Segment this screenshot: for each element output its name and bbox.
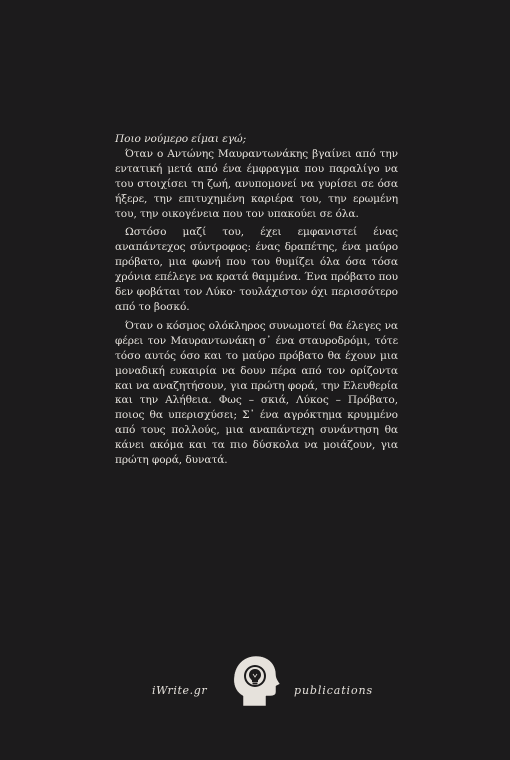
publisher-website: iWrite.gr [152, 684, 208, 697]
blurb-paragraph-1: Όταν ο Αντώνης Μαυραντωνάκης βγαίνει από την εντατική μετά από ένα έμφραγμα που παραλίγο να του στοιχίσει τη ζωή, ανυπομονεί να γυρίσει σε όσα ήξερε, την επιτυχημένη καριέρα του, την ερωμένη του, την οικογένεια που τον υπακούει σε όλα. [115, 147, 398, 220]
blurb-paragraph-3: Όταν ο κόσμος ολόκληρος συνωμοτεί θα έλεγες να φέρει τον Μαυραντωνάκη σ᾽ ένα σταυροδρόμι, τότε τόσο αυτός όσο και το μαύρο πρόβατο θα έχουν μια μοναδική ευκαιρία να δουν πέρα από τον ορίζοντα και να αναζητήσουν, για πρώτη φορά, την Ελευθερία και την Αλήθεια. Φως – σκιά, Λύκος – Πρόβατο, ποιος θα υπερισχύσει; Σ᾽ ένα αγρόκτημα κρυμμένο από τους πολλούς, μια αναπάντεχη συνάντηση θα κάνει ακόμα και τα πιο δύσκολα να μοιάζουν, για πρώτη φορά, δυνατά. [115, 319, 398, 467]
blurb-paragraph-2: Ωστόσο μαζί του, έχει εμφανιστεί ένας αναπάντεχος σύντροφος: ένας δραπέτης, ένα μαύρο πρόβατο, μια φωνή που του θυμίζει όλα όσα τόσα χρόνια επέλεγε να κρατά θαμμένα. Ένα πρόβατο που δεν φοβάται τον Λύκο· τουλάχιστον όχι περισσότερο από το βοσκό. [115, 226, 398, 313]
blurb-title: Ποιο νούμερο είμαι εγώ; [115, 133, 247, 145]
head-with-lightbulb-icon [225, 650, 285, 710]
blurb-text [115, 132, 398, 472]
publisher-imprint: publications [294, 684, 374, 697]
